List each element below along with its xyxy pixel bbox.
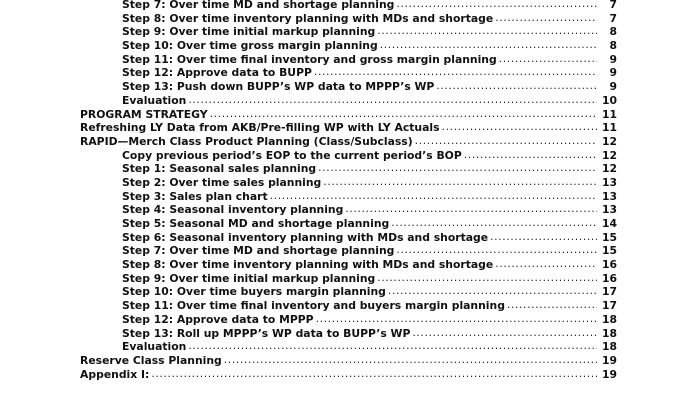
toc-dot-leader — [377, 271, 597, 285]
toc-entry-title: Step 5: Seasonal MD and shortage planning — [122, 217, 390, 230]
toc-page-number: 15 — [601, 244, 617, 258]
toc-entry-title: Step 10: Over time gross margin planning — [122, 39, 378, 53]
toc-entry-title: Step 8: Over time inventory planning with MDs and shortage — [122, 11, 494, 25]
toc-dot-leader — [396, 0, 597, 11]
toc-entry-title: Step 12: Approve data to MPPP — [122, 312, 314, 326]
toc-entry-subsection[interactable] — [80, 285, 617, 299]
toc-entry-title: PROGRAM STRATEGY — [80, 107, 208, 121]
toc-page-number: 16 — [601, 271, 617, 285]
toc-dot-leader — [316, 312, 597, 326]
toc-entry-subsection[interactable] — [80, 217, 617, 231]
toc-dot-leader — [415, 134, 597, 148]
toc-dot-leader — [345, 202, 597, 216]
toc-entry-section[interactable] — [80, 108, 617, 122]
toc-dot-leader — [507, 298, 597, 312]
toc-entry-subsection[interactable] — [80, 327, 617, 341]
toc-page-number: 18 — [601, 312, 617, 326]
toc-page-number: 19 — [601, 353, 617, 367]
toc-entry-subsection[interactable] — [80, 25, 617, 39]
toc-page-number: 16 — [601, 258, 617, 272]
toc-dot-leader — [270, 189, 597, 203]
toc-entry-title: Refreshing LY Data from AKB/Pre-filling WP with LY Actuals — [80, 121, 440, 135]
toc-entry-subsection[interactable] — [80, 53, 617, 67]
toc-entry-title: Evaluation — [122, 93, 187, 107]
toc-entry-title: Step 12: Approve data to BUPP — [122, 66, 312, 80]
toc-entry-title: Step 13: Push down BUPP’s WP data to MPPP’s WP — [122, 80, 435, 94]
toc-entry-title: Reserve Class Planning — [80, 353, 222, 367]
toc-dot-leader — [391, 216, 597, 230]
toc-entry-section[interactable] — [80, 354, 617, 368]
toc-dot-leader — [388, 284, 597, 298]
toc-entry-title: Step 11: Over time final inventory and gross margin planning — [122, 52, 497, 66]
toc-dot-leader — [436, 79, 597, 93]
toc-entry-subsection[interactable] — [80, 231, 617, 245]
toc-page-number: 18 — [601, 340, 617, 354]
toc-page-number: 8 — [609, 25, 617, 39]
toc-dot-leader — [396, 243, 597, 257]
toc-dot-leader — [151, 367, 597, 381]
toc-dot-leader — [495, 257, 597, 271]
toc-entry-subsection[interactable] — [80, 39, 617, 53]
toc-page-number: 15 — [601, 230, 617, 244]
toc-entry-subsection[interactable] — [80, 258, 617, 272]
toc-entry-title: Step 8: Over time inventory planning with MDs and shortage — [122, 258, 494, 272]
toc-entry-title: Step 9: Over time initial markup planning — [122, 25, 376, 39]
toc-entry-subsection[interactable] — [80, 80, 617, 94]
toc-entry-subsection[interactable] — [80, 66, 617, 80]
toc-entry-title: Step 11: Over time final inventory and buyers margin planning — [122, 299, 505, 313]
toc-page-number: 9 — [609, 52, 617, 66]
toc-page-number: 18 — [601, 326, 617, 340]
toc-dot-leader — [464, 148, 597, 162]
toc-page-number: 13 — [601, 189, 617, 203]
toc-dot-leader — [412, 326, 597, 340]
toc-entry-title: Step 6: Seasonal inventory planning with MDs and shortage — [122, 230, 489, 244]
toc-entry-title: Step 13: Roll up MPPP’s WP data to BUPP’s WP — [122, 326, 411, 340]
toc-page-number: 10 — [601, 93, 617, 107]
toc-entry-section[interactable] — [80, 135, 617, 149]
toc-page-number: 12 — [601, 134, 617, 148]
toc-entry-title: Copy previous period’s EOP to the current period’s BOP — [122, 148, 462, 162]
toc-entry-title: Step 1: Seasonal sales planning — [122, 162, 317, 176]
toc-entry-title: RAPID—Merch Class Product Planning (Class/Subclass) — [80, 134, 413, 148]
toc-entry-subsection[interactable] — [80, 299, 617, 313]
toc-entry-subsection[interactable] — [80, 244, 617, 258]
toc-dot-leader — [490, 230, 597, 244]
toc-entry-title: Evaluation — [122, 340, 187, 354]
toc-dot-leader — [318, 161, 597, 175]
toc-dot-leader — [495, 11, 597, 25]
toc-dot-leader — [224, 353, 597, 367]
toc-entry-subsection[interactable] — [80, 190, 617, 204]
toc-page-number: 8 — [609, 39, 617, 53]
toc-page-number: 9 — [609, 66, 617, 80]
toc-page-number: 12 — [601, 148, 617, 162]
toc-entry-title: Step 7: Over time MD and shortage planning — [122, 0, 395, 11]
toc-entry-subsection[interactable] — [80, 272, 617, 286]
toc-entry-title: Step 9: Over time initial markup planning — [122, 271, 376, 285]
toc-dot-leader — [377, 24, 597, 38]
toc-entry-title: Step 4: Seasonal inventory planning — [122, 203, 344, 217]
toc-entry-subsection[interactable] — [80, 12, 617, 26]
toc-page-number: 14 — [601, 217, 617, 230]
toc-page-number: 13 — [601, 175, 617, 189]
toc-entry-subsection[interactable] — [80, 340, 617, 354]
toc-page-number: 13 — [601, 203, 617, 217]
toc-entry-subsection[interactable] — [80, 162, 617, 176]
toc-entry-title: Appendix I: — [80, 367, 150, 381]
toc-page-number: 9 — [609, 80, 617, 94]
toc-dot-leader — [499, 52, 597, 66]
toc-page-number: 17 — [601, 285, 617, 299]
toc-entry-title: Step 7: Over time MD and shortage planning — [122, 244, 395, 258]
toc-page-number: 11 — [601, 107, 617, 121]
toc-dot-leader — [188, 339, 597, 353]
toc-entry-subsection[interactable] — [80, 149, 617, 163]
table-of-contents — [80, 0, 617, 381]
toc-dot-leader — [314, 65, 597, 79]
toc-entry-subsection[interactable] — [80, 176, 617, 190]
toc-page-number: 7 — [609, 11, 617, 25]
toc-entry-subsection[interactable] — [80, 203, 617, 217]
toc-page-number: 11 — [601, 121, 617, 135]
toc-dot-leader — [380, 38, 597, 52]
toc-dot-leader — [210, 107, 597, 121]
toc-entry-title: Step 2: Over time sales planning — [122, 175, 322, 189]
toc-page-number: 7 — [609, 0, 617, 11]
toc-entry-section[interactable] — [80, 368, 617, 382]
toc-dot-leader — [442, 120, 597, 134]
toc-dot-leader — [188, 93, 597, 107]
toc-dot-leader — [323, 175, 597, 189]
toc-entry-subsection[interactable] — [80, 94, 617, 108]
toc-page-number: 12 — [601, 162, 617, 176]
toc-entry-title: Step 3: Sales plan chart — [122, 189, 268, 203]
toc-page-number: 17 — [601, 299, 617, 313]
toc-page-number: 19 — [601, 367, 617, 381]
toc-entry-section[interactable] — [80, 121, 617, 135]
toc-entry-subsection[interactable] — [80, 313, 617, 327]
toc-entry-title: Step 10: Over time buyers margin planning — [122, 285, 386, 299]
